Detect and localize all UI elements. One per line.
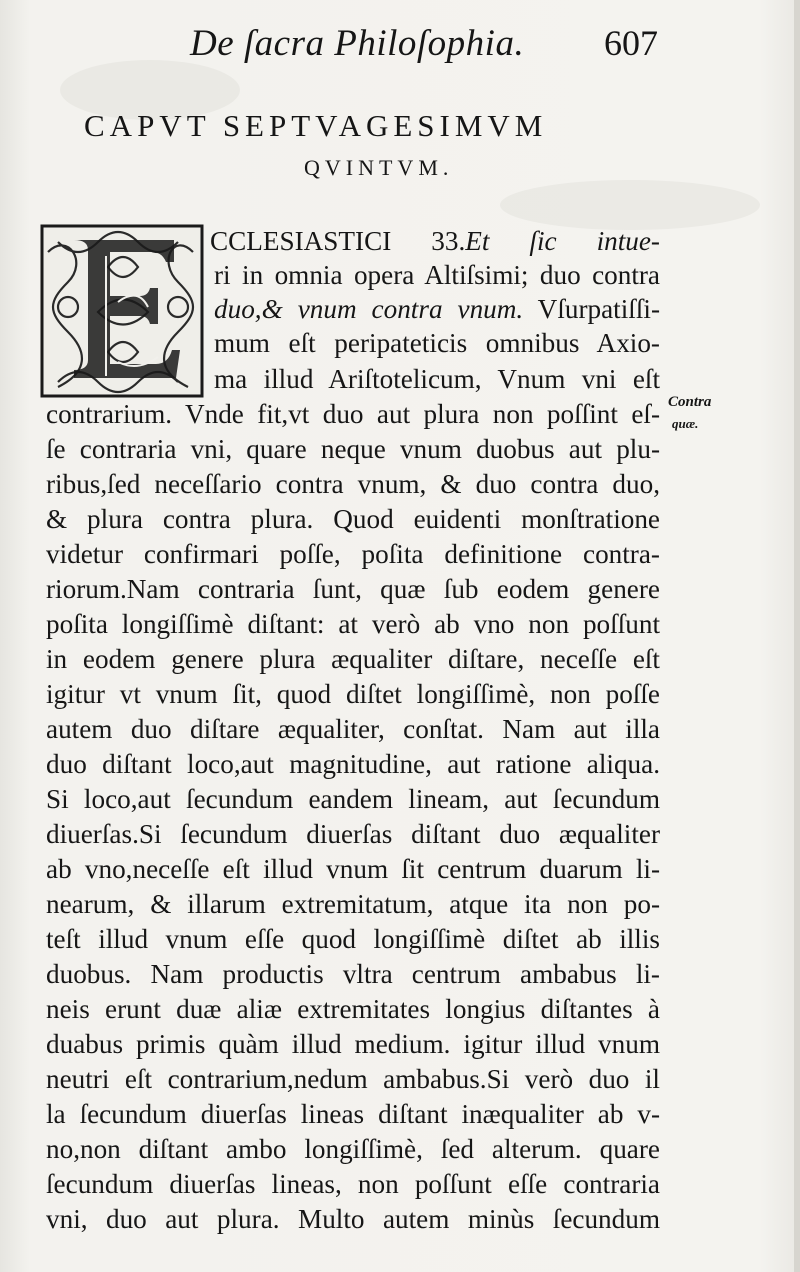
decorated-initial-e-icon [38,222,206,400]
chapter-title-continued: QVINTVM. [304,155,454,180]
text-line: contrarium. Vnde fit,vt duo aut plura non poſſint eſ- [46,399,660,429]
text-line: teſt illud vnum eſſe quod longiſſimè diſtet ab illis [46,924,660,954]
text-line: duobus. Nam productis vltra centrum ambabus li- [46,959,660,989]
chapter-title: CAPVT SEPTVAGESIMVM [84,108,548,143]
text-line: vni, duo aut plura. Multo autem minùs ſecundum [46,1204,660,1234]
text-segment: Vſurpatiſſi- [523,294,660,324]
text-line: ſe contraria vni, quare neque vnum duobus aut plu- [46,434,660,464]
text-line: mum eſt peripateticis omnibus Axio- [214,328,660,358]
text-line: & plura contra plura. Quod euidenti monſtratione [46,504,660,534]
text-line [210,228,660,255]
text-line: igitur vt vnum ſit, quod diſtet longiſſimè, non poſſe [46,679,660,709]
text-line: ribus,ſed neceſſario contra vnum, & duo contra duo, [46,469,660,499]
text-line: in eodem genere plura æqualiter diſtare, neceſſe eſt [46,644,660,674]
text-line: ri in omnia opera Altiſsimi; duo contra [214,260,660,290]
bleed-through-smudge [500,180,760,230]
text-line: ma illud Ariſtotelicum, Vnum vni eſt [214,364,660,394]
running-head: De ſacra Philoſophia. [190,23,525,64]
text-line: neutri eſt contrarium,nedum ambabus.Si verò duo il [46,1064,660,1094]
text-line: videtur confirmari poſſe, poſita definitione contra- [46,539,660,569]
text-line: neis erunt duæ aliæ extremitates longius diſtantes à [46,994,660,1024]
text-line: diuerſas.Si ſecundum diuerſas diſtant duo æqualiter [46,819,660,849]
text-line [214,296,660,323]
text-line: ab vno,neceſſe eſt illud vnum ſit centrum duarum li- [46,854,660,884]
text-line: duo diſtant loco,aut magnitudine, aut ratione aliqua. [46,749,660,779]
text-line: autem duo diſtare æqualiter, conſtat. Nam aut illa [46,714,660,744]
italic-segment: Et ſic intue- [465,226,660,256]
page-number: 607 [604,23,658,63]
text-line: poſita longiſſimè diſtant: at verò ab vno non poſſunt [46,609,660,639]
text-line: ſecundum diuerſas lineas, non poſſunt eſſe contraria [46,1169,660,1199]
margin-note-continued: quæ. [672,416,699,431]
italic-segment: duo,& vnum contra vnum. [214,294,524,324]
text-line: la ſecundum diuerſas lineas diſtant inæqualiter ab v- [46,1099,660,1129]
text-line: riorum.Nam contraria ſunt, quæ ſub eodem genere [46,574,660,604]
text-segment: CCLESIASTICI 33. [210,226,466,256]
text-line: Si loco,aut ſecundum eandem lineam, aut ſecundum [46,784,660,814]
page-edge [794,0,800,1272]
text-line: nearum, & illarum extremitatum, atque ita non po- [46,889,660,919]
margin-note: Contra [668,394,712,410]
text-line: no,non diſtant ambo longiſſimè, ſed alterum. quare [46,1134,660,1164]
text-line: duabus primis quàm illud medium. igitur illud vnum [46,1029,660,1059]
